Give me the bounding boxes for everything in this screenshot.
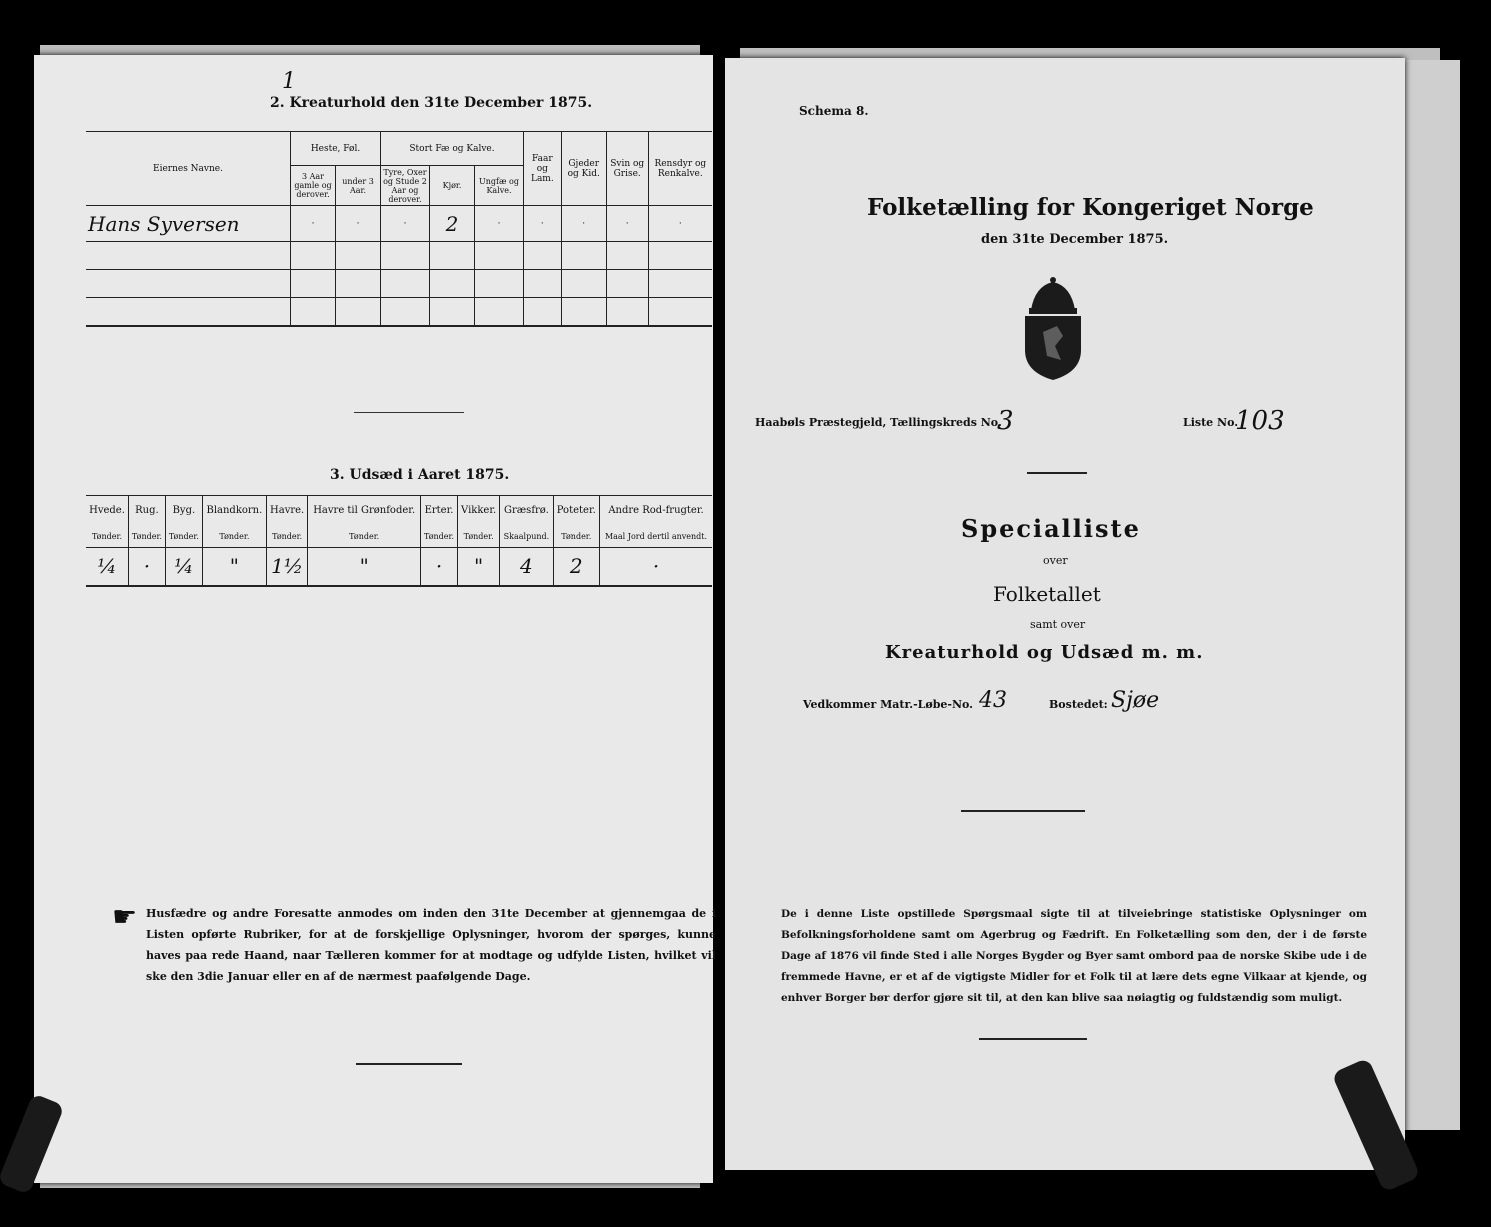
district-no: 3 [997, 406, 1014, 436]
schema-label: Schema 8. [799, 104, 869, 118]
seed-col-unit: Tønder. [128, 526, 165, 548]
seed-table [86, 495, 712, 587]
seed-value: ¼ [165, 548, 202, 586]
reindeer-header: Rensdyr og Renkalve. [648, 132, 712, 206]
folketallet-title: Folketallet [993, 582, 1101, 606]
cell-cows: 2 [430, 206, 475, 242]
page-mark: 1 [282, 69, 296, 94]
seed-col-unit: Tønder. [308, 526, 421, 548]
footer-text: De i denne Liste opstillede Spørgsmaal sigte til at tilveiebringe statistiske Oplysninger om Befolkningsforholdene samt om Agerbrug og Fædrift. En Folketælling som den, der i de første Dage af 1876 vil finde Sted i alle Norges Bygder og Byer samt ombord paa de norske Skibe ude i de fremmede Havne, er et af de vigtigste Midler for et Folk til at lære dets egne Vilkaar at kjende, og enhver Borger bør derfor gjøre sit til, at den kan blive saa nøiagtig og fuldstændig som muligt. [781, 908, 1367, 1004]
seed-col-label: Havre. [266, 496, 307, 526]
over-label-1: over [1043, 554, 1068, 567]
horses-old-header: 3 Aar gamle og derover. [291, 166, 336, 206]
seed-col-unit: Maal Jord dertil anvendt. [600, 526, 712, 548]
seed-col-unit: Tønder. [86, 526, 128, 548]
pigs-header: Svin og Grise. [606, 132, 648, 206]
title-divider [1027, 472, 1087, 474]
hand-pointer-icon: ☛ [112, 900, 138, 933]
sheep-header: Faar og Lam. [524, 132, 562, 206]
divider [354, 412, 464, 413]
seed-col-unit: Tønder. [165, 526, 202, 548]
livestock-table [86, 131, 712, 327]
kreaturhold-title: Kreaturhold og Udsæd m. m. [885, 642, 1204, 663]
seed-col-label: Blandkorn. [202, 496, 266, 526]
seed-col-label: Byg. [165, 496, 202, 526]
seed-col-label: Rug. [128, 496, 165, 526]
seed-value: 4 [500, 548, 553, 586]
matr-no: 43 [979, 688, 1007, 713]
matr-label: Vedkommer Matr.-Løbe-No. [803, 698, 973, 711]
table-row [86, 298, 712, 326]
bottom-divider [356, 1063, 462, 1065]
coat-of-arms-icon [1017, 276, 1089, 382]
owner-name: Hans Syversen [86, 206, 291, 242]
seed-col-unit: Tønder. [266, 526, 307, 548]
cattle-header: Stort Fæ og Kalve. [381, 132, 524, 166]
seed-col-unit: Skaalpund. [500, 526, 553, 548]
seed-col-unit: Tønder. [202, 526, 266, 548]
seed-col-label: Vikker. [457, 496, 499, 526]
seed-col-unit: Tønder. [553, 526, 599, 548]
seed-value: · [128, 548, 165, 586]
cell-reindeer: · [648, 206, 712, 242]
parish-label: Haabøls Præstegjeld, Tællingskreds No. [755, 416, 1002, 429]
right-page [725, 58, 1405, 1170]
back-page-edge-right-side [1400, 60, 1460, 1130]
seed-col-label: Havre til Grønfoder. [308, 496, 421, 526]
samt-over-label: samt over [1030, 618, 1086, 631]
notice-text: Husfædre og andre Foresatte anmodes om inden den 31te December at gjennemgaa de i Listen opførte Rubriker, for at de forskjellige Oplysninger, hvorom der spørges, kunne haves paa rede Haand, naar Tælleren kommer for at modtage og udfylde Listen, hvilket vil ske den 3die Januar eller en af de nærmest paafølgende Dage. [146, 907, 716, 983]
bosted-value: Sjøe [1111, 688, 1160, 713]
cell-goats: · [561, 206, 606, 242]
seed-col-label: Andre Rod-frugter. [600, 496, 712, 526]
table-row [86, 206, 712, 242]
cell-pigs: · [606, 206, 648, 242]
owner-col-header: Eiernes Navne. [86, 132, 291, 206]
horses-header: Heste, Føl. [291, 132, 381, 166]
mid-divider [961, 810, 1085, 812]
goats-header: Gjeder og Kid. [561, 132, 606, 206]
form-date: den 31te December 1875. [981, 232, 1169, 247]
cell-horses-young: · [336, 206, 381, 242]
cows-header: Kjør. [430, 166, 475, 206]
seed-value: " [202, 548, 266, 586]
seed-col-label: Erter. [421, 496, 458, 526]
footer-divider [979, 1038, 1087, 1040]
form-title: Folketælling for Kongeriget Norge [867, 194, 1314, 221]
seed-col-unit: Tønder. [421, 526, 458, 548]
cell-sheep: · [524, 206, 562, 242]
seed-value: " [457, 548, 499, 586]
seed-col-label: Hvede. [86, 496, 128, 526]
section3-title: 3. Udsæd i Aaret 1875. [330, 467, 510, 483]
seed-col-label: Græsfrø. [500, 496, 553, 526]
cell-horses-old: · [291, 206, 336, 242]
list-label: Liste No. [1183, 416, 1239, 429]
bulls-header: Tyre, Oxer og Stude 2 Aar og derover. [381, 166, 430, 206]
horses-young-header: under 3 Aar. [336, 166, 381, 206]
young-cattle-header: Ungfæ og Kalve. [475, 166, 524, 206]
cell-bulls: · [381, 206, 430, 242]
list-no: 103 [1235, 406, 1285, 436]
table-row [86, 270, 712, 298]
cell-young-cattle: · [475, 206, 524, 242]
seed-value: · [421, 548, 458, 586]
seed-value: · [600, 548, 712, 586]
seed-value: ¼ [86, 548, 128, 586]
bosted-label: Bostedet: [1049, 698, 1108, 711]
section2-title: 2. Kreaturhold den 31te December 1875. [270, 95, 593, 111]
seed-value: " [308, 548, 421, 586]
seed-value: 2 [553, 548, 599, 586]
left-page [34, 55, 716, 1183]
seed-value: 1½ [266, 548, 307, 586]
seed-col-label: Poteter. [553, 496, 599, 526]
table-row [86, 242, 712, 270]
specialliste-title: Specialliste [961, 514, 1141, 543]
seed-col-unit: Tønder. [457, 526, 499, 548]
